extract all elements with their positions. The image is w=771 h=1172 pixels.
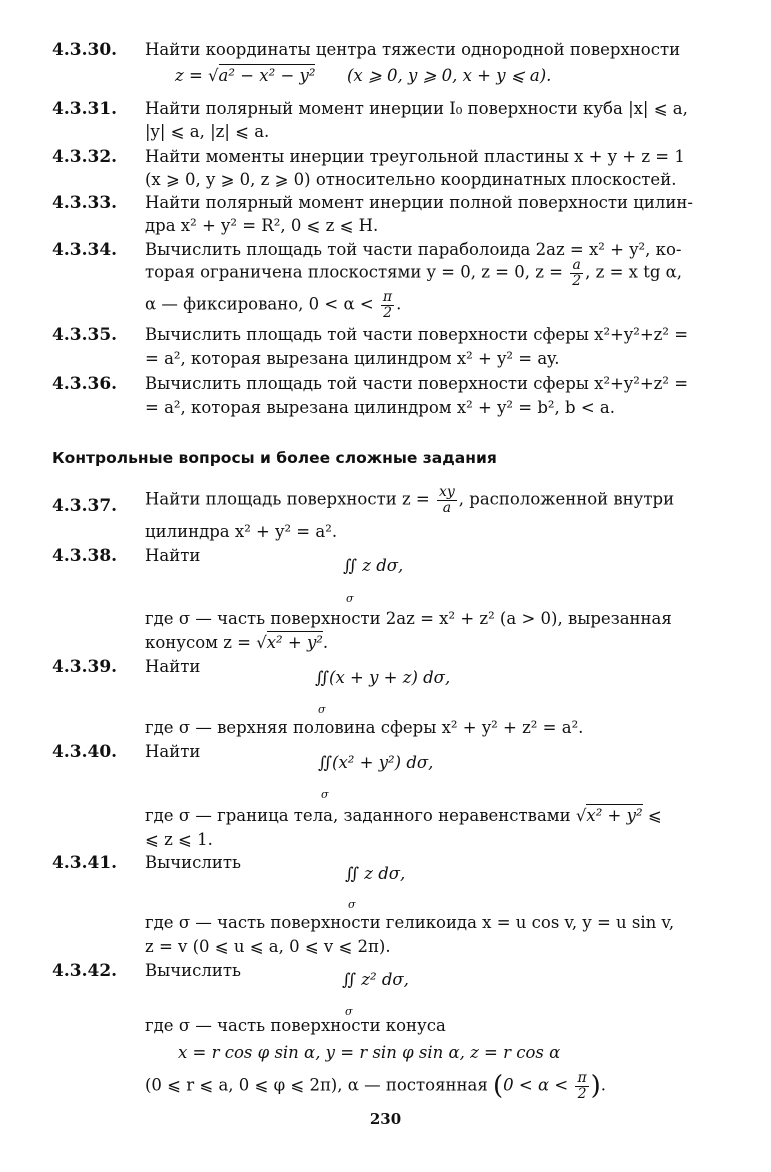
integral-formula: ∬ z² dσ, (342, 970, 409, 989)
problem-text: где σ — часть поверхности конуса (145, 1016, 446, 1035)
integral-formula: ∬ z dσ, (345, 864, 406, 883)
frac-bot: 2 (383, 304, 392, 321)
text-part: где σ — граница тела, заданного неравенствами (145, 806, 571, 825)
problem-text: Найти моменты инерции треугольной пластины x + y + z = 1 (145, 147, 685, 166)
problem-text: где σ — часть поверхности 2az = x² + z² (a > 0), вырезанная (145, 609, 672, 628)
page-number: 230 (369, 1110, 402, 1128)
text-part: Найти площадь поверхности z = (145, 489, 430, 509)
fraction (570, 258, 583, 288)
problem-text: где σ — граница тела, заданного неравенствами √x² + y² ⩽ (145, 806, 662, 825)
problem-number: 4.3.41. (52, 853, 118, 873)
problem-text: Найти координаты центра тяжести однородной поверхности (145, 40, 681, 59)
problem-number: 4.3.39. (52, 657, 118, 677)
sqrt: x² + y² (586, 806, 643, 825)
problem-text: Вычислить площадь той части поверхности сферы x²+y²+z² = (145, 325, 689, 344)
problem-number: 4.3.37. (52, 496, 118, 516)
formula-part: z = (175, 66, 203, 85)
problem-number: 4.3.38. (52, 546, 118, 566)
integral-formula: ∬(x + y + z) dσ, (315, 668, 451, 687)
integral-subscript: σ (318, 703, 326, 716)
problem-number: 4.3.30. (52, 40, 118, 60)
problem-text: Вычислить площадь той части поверхности сферы x²+y²+z² = (145, 374, 689, 393)
problem-text (145, 485, 721, 515)
problem-text: Найти полярный момент инерции I₀ поверхности куба |x| ⩽ a, (145, 99, 688, 118)
frac-bot: a (442, 499, 452, 516)
problem-text: Найти (145, 742, 201, 761)
text-part: , z = x tg α, (585, 262, 683, 282)
frac-bot: 2 (572, 272, 582, 289)
text-part: торая ограничена плоскостями y = 0, z = 0, z = (145, 262, 563, 282)
problem-text (145, 258, 721, 288)
problem-number: 4.3.36. (52, 374, 118, 394)
problem-number: 4.3.31. (52, 99, 118, 119)
text-part: , расположенной внутри (458, 489, 675, 509)
problem-text: Найти полярный момент инерции полной поверхности цилин- (145, 193, 693, 212)
problem-text: цилиндра x² + y² = a². (145, 522, 338, 541)
problem-text: Вычислить (145, 961, 241, 980)
problem-text: конусом z = √x² + y². (145, 633, 329, 652)
problem-text (145, 290, 721, 320)
problem-number: 4.3.42. (52, 961, 118, 981)
integral-subscript: σ (321, 788, 329, 801)
paren-close: ) (590, 1071, 601, 1102)
problem-text: = a², которая вырезана цилиндром x² + y² = b², b < a. (145, 398, 615, 417)
problem-text: (0 ⩽ r ⩽ a, 0 ⩽ φ ⩽ 2π), α — постоянная (0 < α < $\frac{\pi}{2}$ ). (145, 1070, 607, 1102)
text-part: . (322, 633, 329, 652)
sqrt: x² + y² (266, 633, 323, 652)
frac-top: xy (438, 484, 455, 500)
problem-text: Вычислить площадь той части параболоида 2az = x² + y², ко- (145, 240, 682, 259)
problem-number: 4.3.34. (52, 240, 118, 260)
text-part: ⩽ (647, 806, 662, 825)
formula: x = r cos φ sin α, y = r sin φ sin α, z = r cos α (178, 1043, 561, 1062)
fraction (381, 290, 394, 320)
integral-formula: ∬ z dσ, (343, 556, 404, 575)
formula-part: (x ⩾ 0, y ⩾ 0, x + y ⩽ a). (346, 66, 552, 85)
text-part: конусом z = (145, 633, 251, 652)
problem-text: |y| ⩽ a, |z| ⩽ a. (145, 122, 270, 141)
frac-top: π (382, 289, 393, 305)
problem-text: Вычислить (145, 853, 241, 872)
text-part: (0 ⩽ r ⩽ a, 0 ⩽ φ ⩽ 2π), α — постоянная (145, 1075, 488, 1095)
problem-number: 4.3.40. (52, 742, 118, 762)
formula: z = √a² − x² − y² (x ⩾ 0, y ⩾ 0, x + y ⩽ a). (175, 66, 552, 85)
problem-text: ⩽ z ⩽ 1. (145, 830, 213, 849)
problem-text: где σ — часть поверхности геликоида x = u cos v, y = u sin v, (145, 913, 675, 932)
text-part: . (396, 294, 402, 314)
section-heading: Контрольные вопросы и более сложные задания (52, 449, 497, 467)
formula-sqrt: a² − x² − y² (218, 66, 316, 85)
fraction (575, 1071, 588, 1101)
paren-open: ( (493, 1071, 504, 1102)
problem-number: 4.3.32. (52, 147, 118, 167)
problem-text: Найти (145, 546, 201, 565)
integral-formula: ∬(x² + y²) dσ, (318, 753, 434, 772)
fraction (437, 485, 457, 515)
integral-subscript: σ (346, 592, 354, 605)
integral-subscript: σ (345, 1005, 353, 1018)
problem-text: где σ — верхняя половина сферы x² + y² + z² = a². (145, 718, 584, 737)
frac-bot: 2 (577, 1085, 587, 1102)
problem-text: z = v (0 ⩽ u ⩽ a, 0 ⩽ v ⩽ 2π). (145, 937, 391, 956)
integral-subscript: σ (348, 898, 356, 911)
problem-text: дра x² + y² = R², 0 ⩽ z ⩽ H. (145, 216, 379, 235)
text-part: 0 < α < (503, 1075, 569, 1095)
text-part: α — фиксировано, 0 < α < (145, 294, 374, 314)
problem-text: Найти (145, 657, 201, 676)
problem-number: 4.3.33. (52, 193, 118, 213)
frac-top: π (577, 1070, 587, 1086)
frac-top: a (570, 258, 583, 274)
problem-text: = a², которая вырезана цилиндром x² + y² = ay. (145, 349, 560, 368)
problem-text: (x ⩾ 0, y ⩾ 0, z ⩾ 0) относительно координатных плоскостей. (145, 170, 677, 189)
problem-number: 4.3.35. (52, 325, 118, 345)
